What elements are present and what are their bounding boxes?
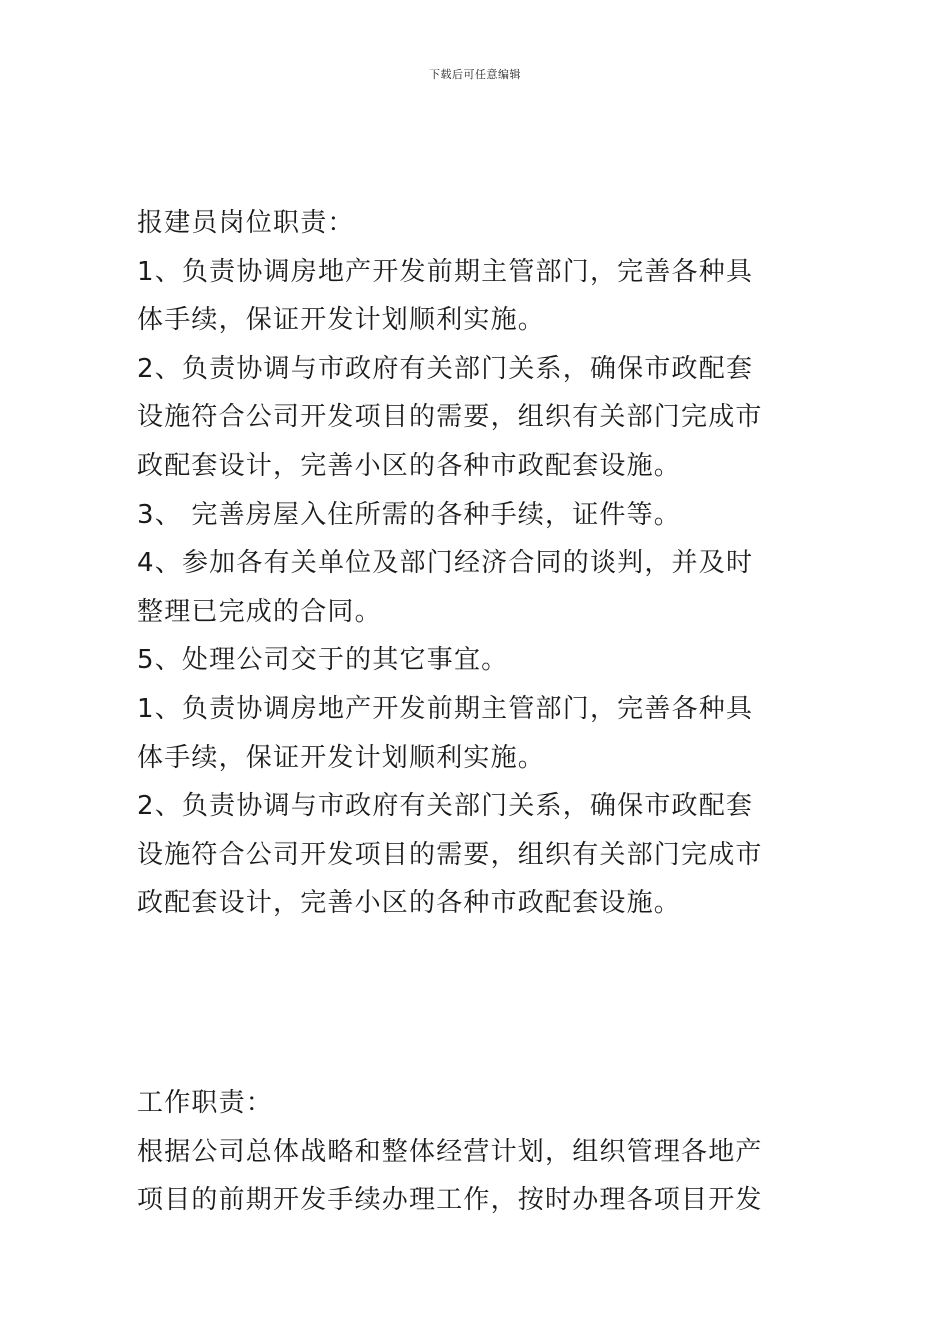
page-header: 下载后可任意编辑 [429,68,521,81]
section-work-responsibilities [137,1079,813,1225]
paragraph-line: 整理已完成的合同。 [137,596,382,627]
paragraph-line: 政配套设计，完善小区的各种市政配套设施。 [137,888,682,919]
paragraph-line: 2、负责协调与市政府有关部门关系，确保市政配套 [137,353,754,384]
section-heading: 工作职责： [137,1088,274,1118]
paragraph-line: 1、负责协调房地产开发前期主管部门，完善各种具 [137,256,754,287]
paragraph-line: 政配套设计，完善小区的各种市政配套设施。 [137,450,682,481]
section-heading: 报建员岗位职责： [137,208,355,238]
paragraph-line: 项目的前期开发手续办理工作，按时办理各项目开发 [137,1185,763,1216]
paragraph-line: 体手续，保证开发计划顺利实施。 [137,305,546,336]
paragraph-line: 2、负责协调与市政府有关部门关系，确保市政配套 [137,791,754,822]
paragraph-line: 根据公司总体战略和整体经营计划，组织管理各地产 [137,1136,763,1167]
paragraph-line: 4、参加各有关单位及部门经济合同的谈判，并及时 [137,548,754,579]
paragraph-line: 体手续，保证开发计划顺利实施。 [137,742,546,773]
paragraph-line: 1、负责协调房地产开发前期主管部门，完善各种具 [137,693,754,724]
paragraph-line: 5、处理公司交于的其它事宜。 [137,645,509,676]
paragraph-line: 设施符合公司开发项目的需要，组织有关部门完成市 [137,839,763,870]
paragraph-line: 设施符合公司开发项目的需要，组织有关部门完成市 [137,402,763,433]
section-job-duties [137,199,813,928]
paragraph-line: 3、 完善房屋入住所需的各种手续，证件等。 [137,499,682,530]
